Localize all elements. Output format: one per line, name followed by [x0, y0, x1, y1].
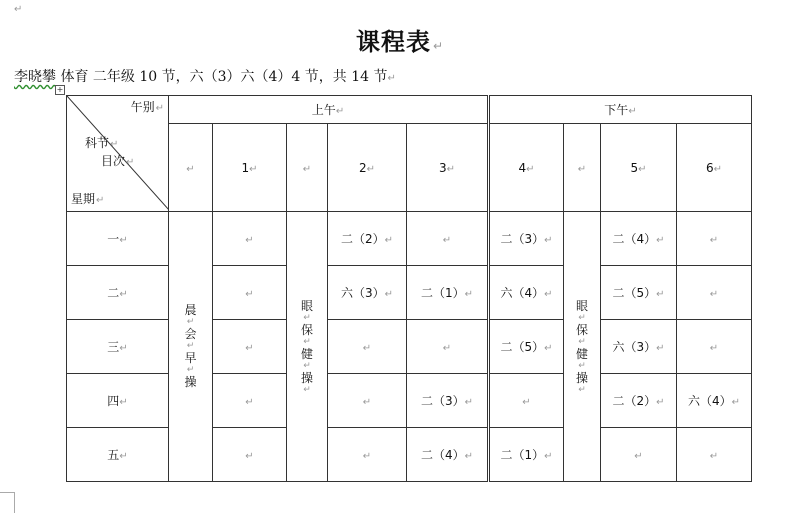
teacher-summary[interactable] [14, 66, 396, 86]
schedule-cell[interactable]: 六（4）↵ [677, 374, 752, 428]
afternoon-header[interactable]: 下午↵ [489, 96, 752, 124]
schedule-cell[interactable]: 六（3）↵ [601, 320, 677, 374]
schedule-cell[interactable]: ↵ [213, 320, 287, 374]
schedule-cell[interactable]: 二（5）↵ [601, 266, 677, 320]
table-row [67, 212, 752, 266]
schedule-cell[interactable]: 二（2）↵ [328, 212, 407, 266]
morning-exercise-cell[interactable] [169, 212, 213, 482]
schedule-cell[interactable]: 二（3）↵ [407, 374, 489, 428]
eye-exercise-label: 眼 ↵ 保 ↵ 健 ↵ 操 ↵ [300, 298, 313, 395]
period-2-header[interactable]: 2↵ [328, 124, 407, 212]
schedule-cell[interactable]: 六（3）↵ [328, 266, 407, 320]
schedule-cell[interactable]: 二（5）↵ [489, 320, 564, 374]
schedule-cell[interactable]: 二（1）↵ [489, 428, 564, 482]
header-row [67, 96, 752, 124]
day-cell[interactable]: 三↵ [67, 320, 169, 374]
schedule-cell[interactable]: ↵ [677, 320, 752, 374]
schedule-cell[interactable]: ↵ [328, 428, 407, 482]
corner-label-session: 午别↵ [130, 100, 164, 114]
period-5-header[interactable]: 5↵ [601, 124, 677, 212]
period-1-header[interactable]: 1↵ [213, 124, 287, 212]
schedule-cell[interactable]: ↵ [677, 212, 752, 266]
schedule-cell[interactable]: ↵ [407, 320, 489, 374]
corner-label-period: 目次↵ [101, 154, 135, 168]
schedule-cell[interactable]: ↵ [677, 266, 752, 320]
title-text: 课程表 [355, 28, 431, 56]
schedule-cell[interactable]: ↵ [213, 374, 287, 428]
day-cell[interactable]: 一↵ [67, 212, 169, 266]
morning-exercise-label: 晨 ↵ 会 ↵ 早 ↵ 操 [184, 303, 197, 389]
schedule-cell[interactable]: ↵ [328, 320, 407, 374]
schedule-cell[interactable]: ↵ [489, 374, 564, 428]
schedule-cell[interactable]: 二（2）↵ [601, 374, 677, 428]
schedule-cell[interactable]: 二（4）↵ [601, 212, 677, 266]
morning-header[interactable]: 上午↵ [169, 96, 489, 124]
period-4-header[interactable]: 4↵ [489, 124, 564, 212]
eye-exercise-cell[interactable] [287, 212, 328, 482]
corner-label-subject: 科节↵ [85, 136, 119, 150]
period-6-header[interactable]: 6↵ [677, 124, 752, 212]
schedule-cell[interactable]: ↵ [213, 266, 287, 320]
schedule-cell[interactable]: ↵ [407, 212, 489, 266]
schedule-cell[interactable]: 二（4）↵ [407, 428, 489, 482]
schedule-table[interactable] [66, 95, 752, 482]
page-corner-marker [0, 492, 15, 513]
schedule-cell[interactable]: ↵ [213, 428, 287, 482]
table-move-handle-icon[interactable]: + [56, 85, 64, 94]
paragraph-mark: ↵ [432, 39, 445, 53]
schedule-cell[interactable]: 二（1）↵ [407, 266, 489, 320]
pm-eye-exercise-cell[interactable] [564, 212, 601, 482]
pm-eye-exercise-header[interactable]: ↵ [564, 124, 601, 212]
page-title[interactable] [0, 22, 800, 57]
day-cell[interactable]: 二↵ [67, 266, 169, 320]
summary-text: 体育 二年级 10 节，六（3）六（4）4 节，共 14 节 [56, 69, 388, 85]
eye-exercise-header[interactable]: ↵ [287, 124, 328, 212]
pm-eye-exercise-label: 眼 ↵ 保 ↵ 健 ↵ 操 ↵ [575, 298, 588, 395]
period-3-header[interactable]: 3↵ [407, 124, 489, 212]
day-cell[interactable]: 五↵ [67, 428, 169, 482]
schedule-cell[interactable]: 二（3）↵ [489, 212, 564, 266]
teacher-name: 李晓攀 [14, 69, 56, 85]
corner-label-weekday: 星期↵ [71, 192, 105, 206]
schedule-cell[interactable]: 六（4）↵ [489, 266, 564, 320]
corner-header-cell[interactable] [67, 96, 169, 212]
period-header-row [67, 124, 752, 212]
schedule-cell[interactable]: ↵ [601, 428, 677, 482]
morning-activity-header[interactable]: ↵ [169, 124, 213, 212]
day-cell[interactable]: 四↵ [67, 374, 169, 428]
schedule-cell[interactable]: ↵ [328, 374, 407, 428]
paragraph-mark: ↵ [387, 73, 396, 84]
schedule-cell[interactable]: ↵ [677, 428, 752, 482]
paragraph-mark: ↵ [14, 4, 23, 15]
schedule-cell[interactable]: ↵ [213, 212, 287, 266]
